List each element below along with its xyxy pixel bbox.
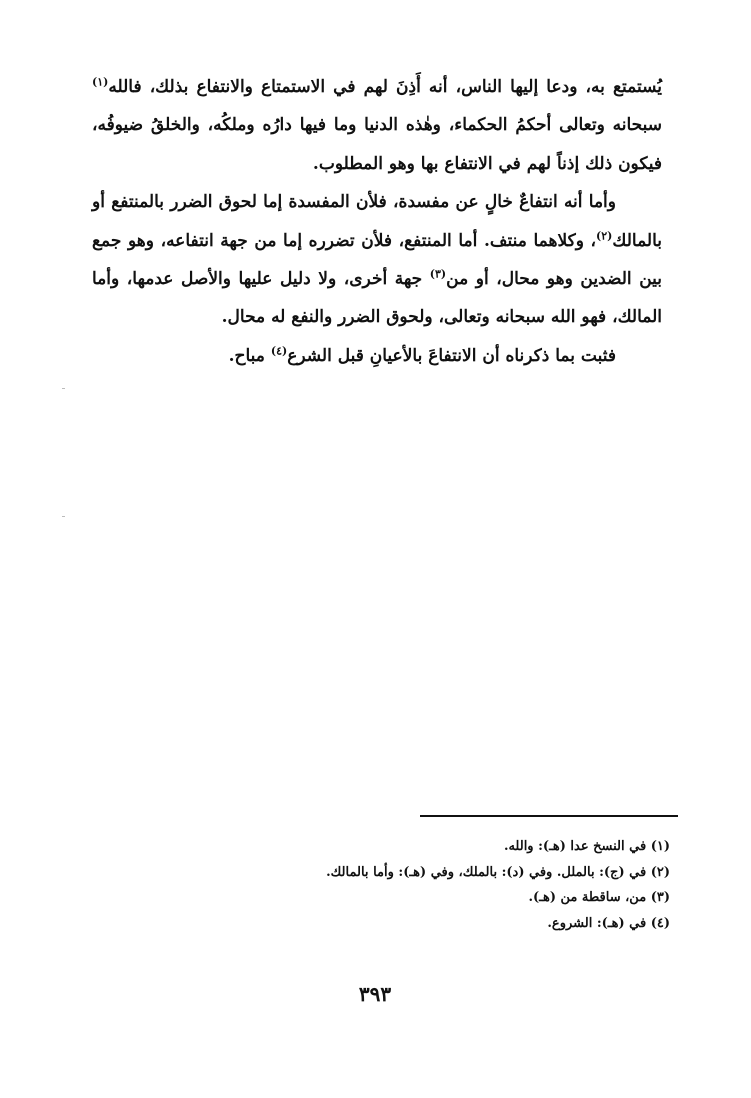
footnote-ref-2[interactable]: (٢)	[596, 228, 613, 242]
text-segment: وأما أنه انتفاعٌ خالٍ عن مفسدة، فلأن المفسدة إما لحوق الضرر بالمنتفع أو بالمالك	[92, 192, 662, 251]
text-segment: سبحانه وتعالى أحكمُ الحكماء، وهٰذه الدنيا وما فيها دارُه وملكُه، والخلقُ ضيوفُه، فيكون ذلك إذناً لهم في الانتفاع بها وهو المطلوب.	[92, 115, 662, 174]
scan-speck	[62, 388, 65, 389]
page-number: ٣٩٣	[358, 982, 392, 1006]
footnote-ref-4[interactable]: (٤)	[270, 344, 288, 358]
main-text	[92, 68, 662, 375]
footnotes	[240, 834, 670, 936]
footnote-separator	[420, 815, 678, 817]
paragraph	[92, 68, 662, 183]
text-segment: ، وكلاهما منتف. أما المنتفع، فلأن تضرره إما من جهة انتفاعه، وهو جمع بين الضدين وهو محال، أو من	[92, 230, 663, 290]
paragraph	[92, 337, 662, 375]
text-segment: جهة أخرى، ولا دليل عليها والأصل عدمها، وأما المالك، فهو الله سبحانه وتعالى، ولحوق الضرر والنفع له محال.	[92, 269, 662, 328]
footnote-item: (٣) من، ساقطة من (هـ).	[528, 890, 670, 905]
paragraph	[92, 183, 662, 337]
footnote-ref-1[interactable]: (١)	[92, 75, 109, 89]
footnote-item: (٢) في (ج): بالملل. وفي (د): بالملك، وفي (هـ): وأما بالمالك.	[326, 864, 670, 880]
text-segment: فثبت بما ذكرناه أن الانتفاعَ بالأعيانِ قبل الشرع	[287, 345, 616, 366]
scan-speck	[62, 516, 65, 517]
footnote-ref-3[interactable]: (٣)	[429, 267, 447, 281]
footnote-item: (١) في النسخ عدا (هـ): والله.	[503, 839, 670, 854]
footnote-item: (٤) في (هـ): الشروع.	[547, 915, 670, 931]
text-segment: يُستمتع به، ودعا إليها الناس، أنه أَذِنَ لهم في الاستمتاع والانتفاع بذلك، فالله	[108, 77, 662, 97]
text-segment: مباح.	[228, 345, 271, 366]
